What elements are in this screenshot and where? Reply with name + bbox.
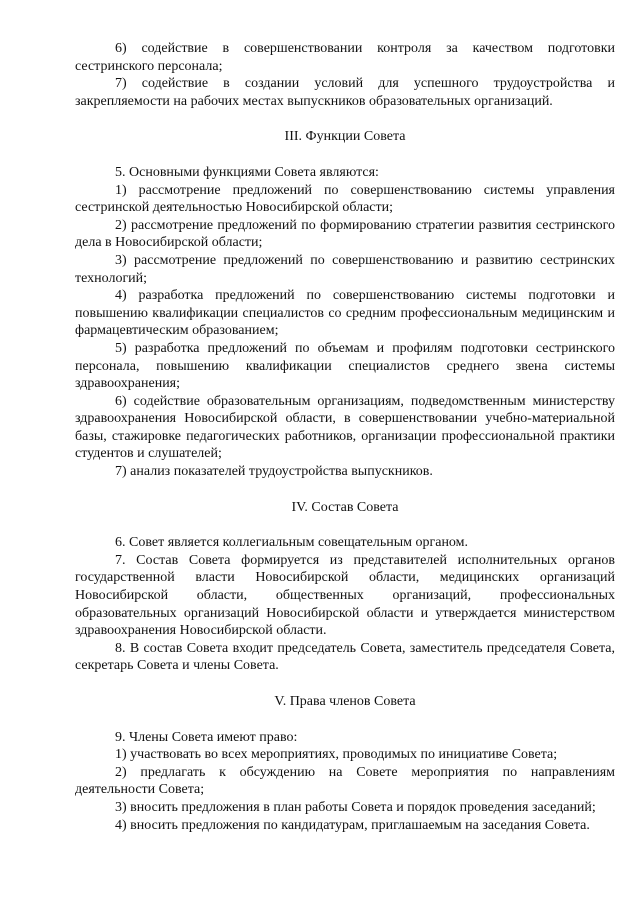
list-item: 2) рассмотрение предложений по формированию стратегии развития сестринского дела в Новосибирской области; — [75, 217, 615, 251]
list-item: 2) предлагать к обсуждению на Совете мероприятия по направлениям деятельности Совета; — [75, 764, 615, 798]
paragraph: 7) содействие в создании условий для успешного трудоустройства и закрепляемости на рабочих местах выпускников образовательных организаций. — [75, 76, 615, 109]
section-heading: III. Функции Совета — [284, 129, 406, 145]
list-item: 1) участвовать во всех мероприятиях, проводимых по инициативе Совета; — [115, 747, 558, 763]
list-item: 7) анализ показателей трудоустройства выпускников. — [115, 464, 433, 480]
list-item: 5) разработка предложений по объемам и профилям подготовки сестринского персонала, повышению квалификации специалистов среднего звена системы здравоохранения; — [75, 340, 615, 392]
list-item: 6) содействие образовательным организациям, подведомственным министерству здравоохранения Новосибирской области, в совершенствовании учебно-материальной базы, стажировке педагогических работников, организации профессиональной практики студентов и слушателей; — [75, 393, 615, 462]
paragraph: 5. Основными функциями Совета являются: — [115, 164, 379, 180]
list-item: 3) вносить предложения в план работы Совета и порядок проведения заседаний; — [115, 799, 596, 815]
paragraph: 9. Члены Совета имеют право: — [115, 729, 298, 745]
list-item: 1) рассмотрение предложений по совершенствованию системы управления сестринской деятельностью Новосибирской области; — [75, 182, 615, 216]
list-item: 4) разработка предложений по совершенствованию системы подготовки и повышению квалификации специалистов со средним профессиональным медицинским и фармацевтическим образованием; — [75, 288, 615, 339]
paragraph: 8. В состав Совета входит председатель Совета, заместитель председателя Совета, секретарь Совета и члены Совета. — [75, 640, 615, 674]
list-item: 3) рассмотрение предложений по совершенствованию и развитию сестринских технологий; — [75, 252, 615, 286]
spacer — [75, 146, 615, 164]
paragraph: 6. Совет является коллегиальным совещательным органом. — [115, 535, 469, 551]
paragraph: 7. Состав Совета формируется из представителей исполнительных органов государственной власти Новосибирской области, медицинских организаций Новосибирской области, общественных организаций, профессиональных образовательных организаций Новосибирской области и утверждается министерством здравоохранения Новосибирской области. — [75, 552, 615, 639]
list-item: 4) вносить предложения по кандидатурам, приглашаемым на заседания Совета. — [115, 817, 590, 833]
spacer — [75, 110, 615, 128]
section-heading: V. Права членов Совета — [274, 694, 416, 709]
section-heading: IV. Состав Совета — [291, 499, 399, 515]
document-page — [75, 40, 615, 834]
spacer — [75, 675, 615, 693]
spacer — [75, 516, 615, 534]
spacer — [75, 711, 615, 729]
spacer — [75, 481, 615, 499]
paragraph: 6) содействие в совершенствовании контроля за качеством подготовки сестринского персонала; — [75, 41, 615, 74]
